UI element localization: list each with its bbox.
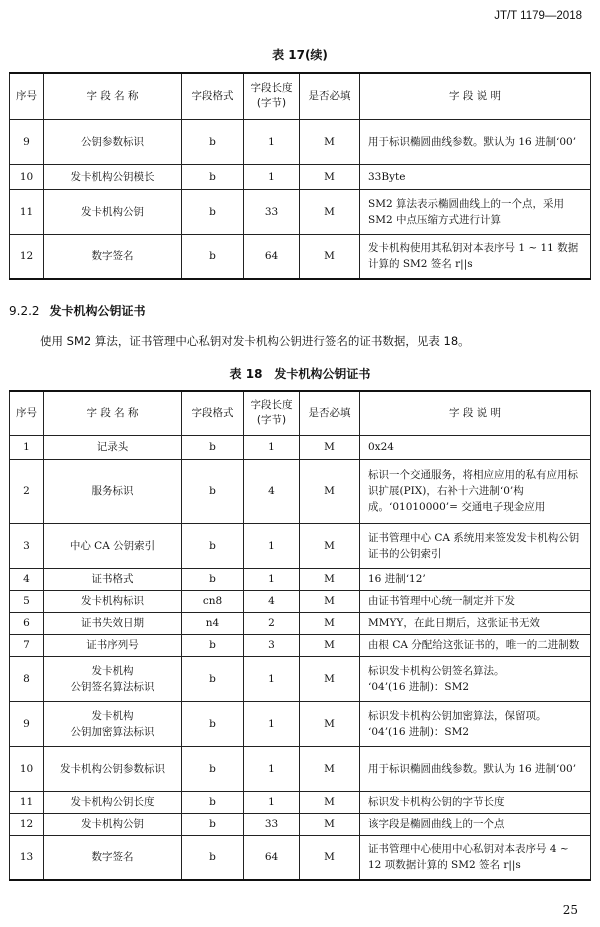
cell-format: b — [182, 634, 244, 656]
table-row — [10, 656, 591, 701]
cell-name: 发卡机构 公钥加密算法标识 — [44, 701, 182, 746]
cell-format: b — [182, 435, 244, 459]
col-header-length: 字段长度 (字节) — [244, 391, 300, 435]
cell-no: 13 — [10, 835, 44, 880]
cell-length: 1 — [244, 435, 300, 459]
cell-name: 公钥参数标识 — [44, 119, 182, 164]
cell-required: M — [300, 435, 360, 459]
table-row — [10, 813, 591, 835]
cell-description: 证书管理中心 CA 系统用来签发发卡机构公钥证书的公钥索引 — [360, 523, 591, 568]
cell-required: M — [300, 813, 360, 835]
cell-name: 证书序列号 — [44, 634, 182, 656]
cell-description: 用于标识椭圆曲线参数。默认为 16 进制‘00’ — [360, 119, 591, 164]
cell-format: b — [182, 164, 244, 189]
cell-name: 发卡机构公钥长度 — [44, 791, 182, 813]
table-row — [10, 612, 591, 634]
table17-caption: 表 17(续) — [272, 48, 328, 62]
table-row — [10, 164, 591, 189]
cell-format: b — [182, 189, 244, 234]
cell-no: 11 — [10, 189, 44, 234]
cell-required: M — [300, 612, 360, 634]
cell-required: M — [300, 523, 360, 568]
cell-length: 33 — [244, 189, 300, 234]
cell-required: M — [300, 656, 360, 701]
cell-description: 由证书管理中心统一制定并下发 — [360, 590, 591, 612]
cell-length: 1 — [244, 568, 300, 590]
table-row — [10, 459, 591, 523]
cell-format: b — [182, 119, 244, 164]
cell-length: 64 — [244, 234, 300, 279]
col-header-format: 字段格式 — [182, 73, 244, 119]
cell-name: 发卡机构标识 — [44, 590, 182, 612]
cell-name: 发卡机构公钥 — [44, 813, 182, 835]
col-header-no: 序号 — [10, 73, 44, 119]
cell-required: M — [300, 746, 360, 791]
page-number: 25 — [562, 903, 578, 917]
section-heading — [9, 302, 146, 319]
cell-format: b — [182, 701, 244, 746]
cell-no: 4 — [10, 568, 44, 590]
col-header-length: 字段长度 (字节) — [244, 73, 300, 119]
cell-no: 7 — [10, 634, 44, 656]
section-title: 发卡机构公钥证书 — [49, 304, 146, 318]
cell-description: 发卡机构使用其私钥对本表序号 1 ~ 11 数据计算的 SM2 签名 r||s — [360, 234, 591, 279]
cell-description: 标识发卡机构公钥加密算法，保留项。 ‘04’(16 进制)：SM2 — [360, 701, 591, 746]
cell-name: 服务标识 — [44, 459, 182, 523]
cell-length: 4 — [244, 459, 300, 523]
table-row — [10, 119, 591, 164]
cell-no: 12 — [10, 813, 44, 835]
cell-required: M — [300, 234, 360, 279]
cell-length: 1 — [244, 119, 300, 164]
cell-length: 4 — [244, 590, 300, 612]
cell-length: 1 — [244, 656, 300, 701]
cell-name: 记录头 — [44, 435, 182, 459]
cell-description: 由根 CA 分配给这张证书的，唯一的二进制数 — [360, 634, 591, 656]
table-row — [10, 701, 591, 746]
cell-format: b — [182, 523, 244, 568]
col-header-required: 是否必填 — [300, 73, 360, 119]
cell-length: 3 — [244, 634, 300, 656]
cell-no: 9 — [10, 701, 44, 746]
cell-description: 该字段是椭圆曲线上的一个点 — [360, 813, 591, 835]
col-header-format: 字段格式 — [182, 391, 244, 435]
cell-description: MMYY，在此日期后，这张证书无效 — [360, 612, 591, 634]
col-header-name: 字 段 名 称 — [44, 73, 182, 119]
cell-description: 16 进制‘12’ — [360, 568, 591, 590]
cell-name: 数字签名 — [44, 234, 182, 279]
cell-required: M — [300, 701, 360, 746]
table-row — [10, 523, 591, 568]
cell-no: 5 — [10, 590, 44, 612]
cell-required: M — [300, 590, 360, 612]
table-row — [10, 189, 591, 234]
cell-required: M — [300, 634, 360, 656]
cell-no: 10 — [10, 746, 44, 791]
cell-description: 用于标识椭圆曲线参数。默认为 16 进制‘00’ — [360, 746, 591, 791]
cell-format: b — [182, 568, 244, 590]
cell-required: M — [300, 791, 360, 813]
cell-name: 数字签名 — [44, 835, 182, 880]
cell-length: 1 — [244, 746, 300, 791]
cell-length: 64 — [244, 835, 300, 880]
table-row — [10, 634, 591, 656]
table-row — [10, 568, 591, 590]
cell-required: M — [300, 459, 360, 523]
cell-format: b — [182, 746, 244, 791]
cell-required: M — [300, 189, 360, 234]
cell-description: 33Byte — [360, 164, 591, 189]
cell-format: b — [182, 791, 244, 813]
cell-format: n4 — [182, 612, 244, 634]
table-row — [10, 234, 591, 279]
cell-length: 1 — [244, 164, 300, 189]
table-row — [10, 746, 591, 791]
cell-format: b — [182, 234, 244, 279]
cell-name: 中心 CA 公钥索引 — [44, 523, 182, 568]
cell-no: 6 — [10, 612, 44, 634]
cell-required: M — [300, 568, 360, 590]
table-18 — [9, 390, 591, 881]
cell-no: 1 — [10, 435, 44, 459]
table18-header — [10, 391, 591, 435]
cell-name: 发卡机构公钥参数标识 — [44, 746, 182, 791]
cell-length: 1 — [244, 791, 300, 813]
cell-format: cn8 — [182, 590, 244, 612]
table17-header — [10, 73, 591, 119]
cell-name: 发卡机构 公钥签名算法标识 — [44, 656, 182, 701]
cell-description: 标识发卡机构公钥的字节长度 — [360, 791, 591, 813]
cell-format: b — [182, 835, 244, 880]
cell-format: b — [182, 656, 244, 701]
cell-no: 12 — [10, 234, 44, 279]
table18-caption: 表 18 发卡机构公钥证书 — [229, 367, 371, 381]
cell-length: 1 — [244, 523, 300, 568]
cell-length: 33 — [244, 813, 300, 835]
table-row — [10, 590, 591, 612]
cell-format: b — [182, 459, 244, 523]
cell-length: 1 — [244, 701, 300, 746]
cell-length: 2 — [244, 612, 300, 634]
col-header-name: 字 段 名 称 — [44, 391, 182, 435]
cell-name: 证书失效日期 — [44, 612, 182, 634]
col-header-description: 字 段 说 明 — [360, 391, 591, 435]
cell-no: 8 — [10, 656, 44, 701]
cell-description: 标识发卡机构公钥签名算法。 ‘04’(16 进制)：SM2 — [360, 656, 591, 701]
col-header-description: 字 段 说 明 — [360, 73, 591, 119]
section-number: 9.2.2 — [9, 304, 40, 318]
cell-required: M — [300, 119, 360, 164]
table-row — [10, 435, 591, 459]
cell-no: 11 — [10, 791, 44, 813]
standard-code: JT/T 1179—2018 — [494, 10, 582, 22]
cell-description: 0x24 — [360, 435, 591, 459]
table-row — [10, 791, 591, 813]
cell-required: M — [300, 164, 360, 189]
col-header-no: 序号 — [10, 391, 44, 435]
cell-no: 2 — [10, 459, 44, 523]
cell-format: b — [182, 813, 244, 835]
cell-description: 证书管理中心使用中心私钥对本表序号 4 ~ 12 项数据计算的 SM2 签名 r||s — [360, 835, 591, 880]
body-paragraph: 使用 SM2 算法，证书管理中心私钥对发卡机构公钥进行签名的证书数据，见表 18。 — [40, 334, 470, 348]
table-17 — [9, 72, 591, 280]
col-header-required: 是否必填 — [300, 391, 360, 435]
cell-name: 证书格式 — [44, 568, 182, 590]
table-row — [10, 835, 591, 880]
cell-required: M — [300, 835, 360, 880]
cell-no: 10 — [10, 164, 44, 189]
cell-no: 9 — [10, 119, 44, 164]
cell-name: 发卡机构公钥模长 — [44, 164, 182, 189]
cell-name: 发卡机构公钥 — [44, 189, 182, 234]
cell-no: 3 — [10, 523, 44, 568]
cell-description: 标识一个交通服务，将相应应用的私有应用标识扩展(PIX)，右补十六进制‘0’构成。‘01010000’= 交通电子现金应用 — [360, 459, 591, 523]
cell-description: SM2 算法表示椭圆曲线上的一个点，采用 SM2 中点压缩方式进行计算 — [360, 189, 591, 234]
